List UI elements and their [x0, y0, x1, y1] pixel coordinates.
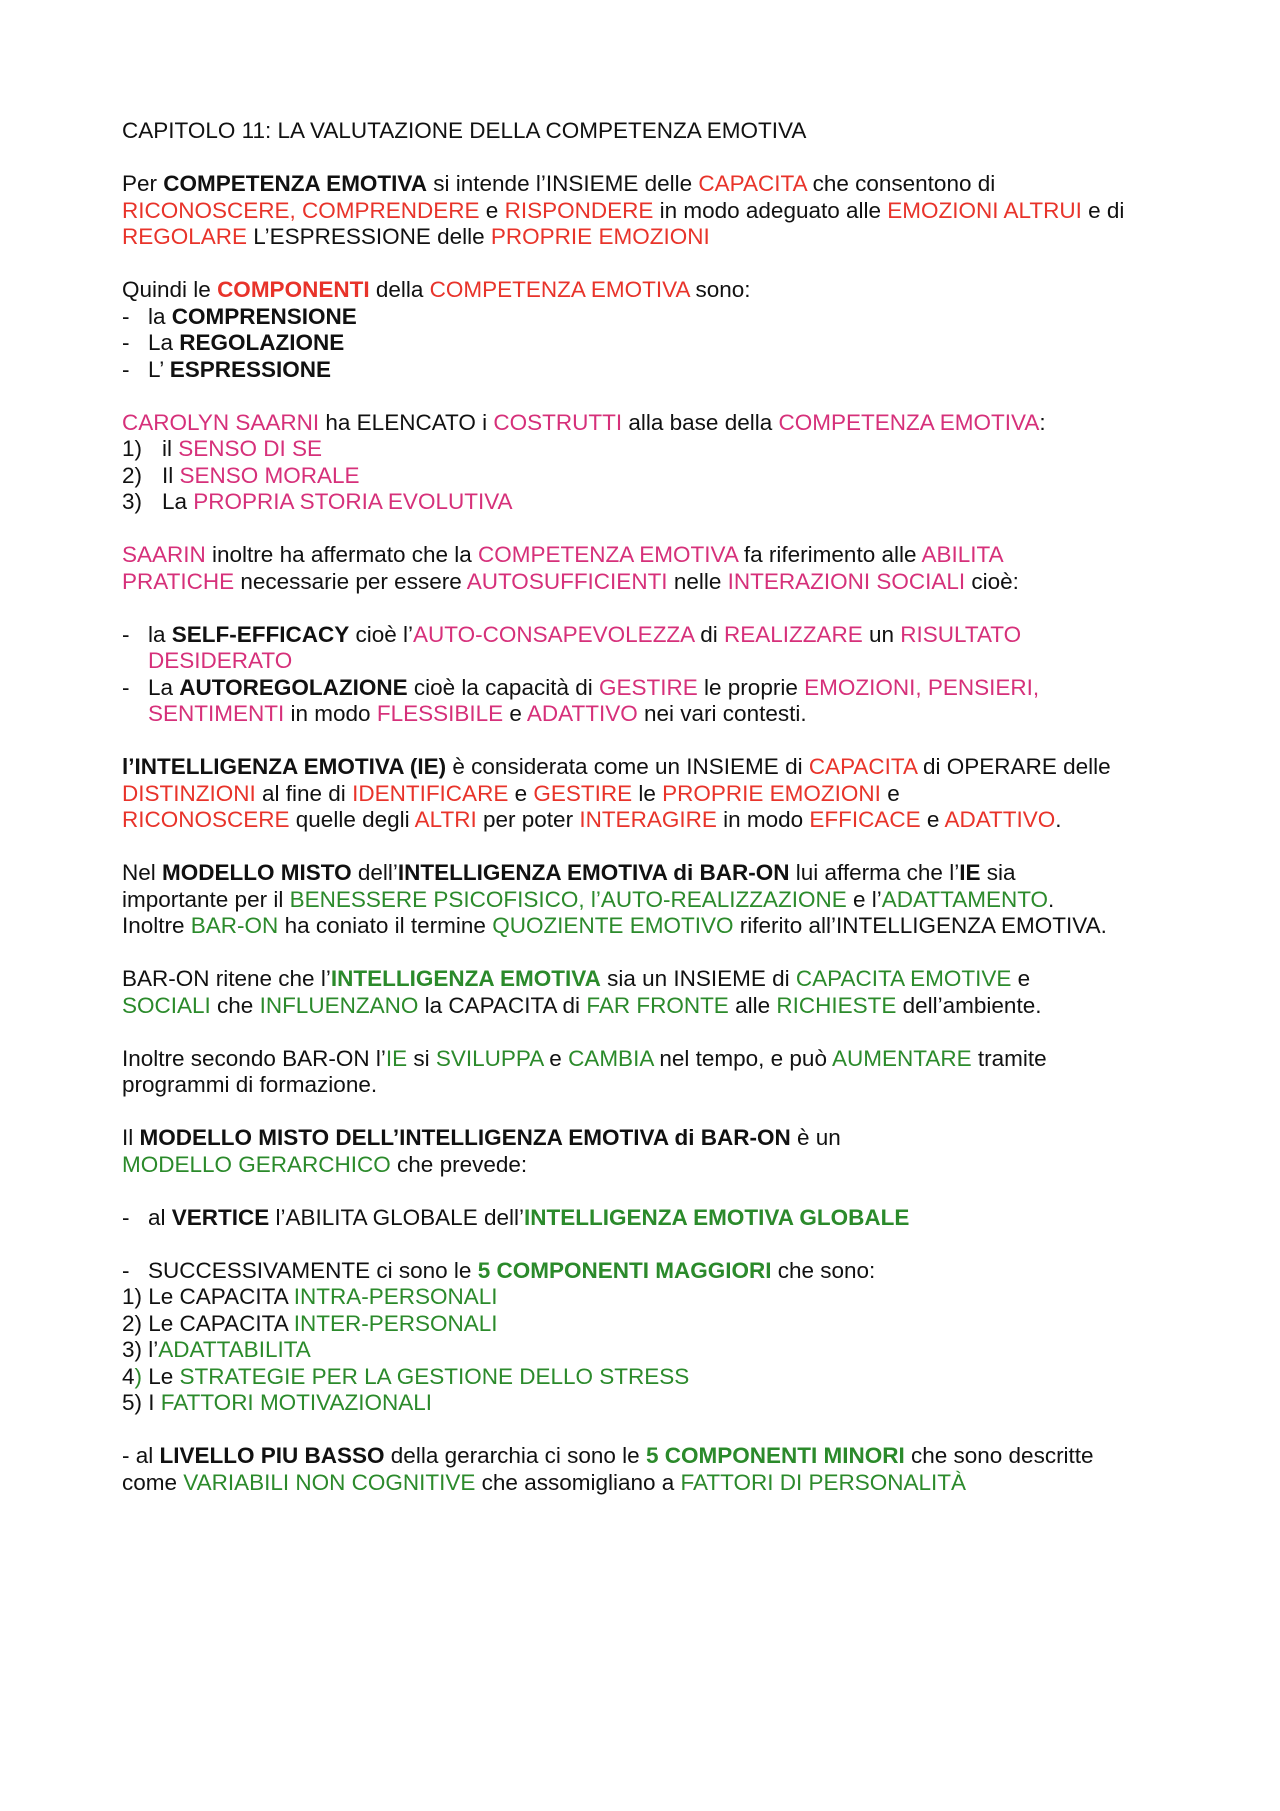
text-run: cioè la capacità di	[407, 674, 599, 700]
paragraph-gap	[122, 595, 1182, 622]
text-line	[122, 913, 1182, 940]
paragraph-gap	[122, 1231, 1182, 1258]
text-run: IE	[959, 860, 981, 885]
list-number: 1)	[122, 436, 143, 461]
text-run: Le	[142, 1363, 180, 1389]
text-run: l’ABILITA GLOBALE dell’	[269, 1204, 524, 1230]
text-line	[122, 1390, 1182, 1417]
document-body	[122, 118, 1182, 1496]
text-run: programmi di formazione.	[122, 1072, 378, 1097]
text-run: CAMBIA	[568, 1045, 654, 1071]
text-run: la	[148, 303, 172, 329]
text-run: FAR FRONTE	[586, 992, 729, 1018]
text-run: in modo adeguato alle	[653, 197, 888, 223]
text-run: )	[134, 1363, 143, 1389]
text-run: BENESSERE PSICOFISICO, l’AUTO-REALIZZAZIONE	[289, 886, 847, 912]
text-run: Quindi le	[122, 277, 218, 302]
text-run: cioè l’	[349, 621, 414, 647]
text-run: alla base della	[622, 409, 779, 435]
text-run: PROPRIE EMOZIONI	[490, 224, 710, 249]
text-run: di	[693, 621, 724, 647]
text-line	[122, 1364, 1182, 1391]
text-run: - al	[122, 1443, 160, 1468]
text-line	[122, 1443, 1182, 1470]
text-line	[122, 542, 1182, 569]
text-run: e l’	[846, 886, 882, 912]
text-run: PROPRIA STORIA EVOLUTIVA	[193, 489, 513, 514]
text-run: un	[862, 621, 901, 647]
text-run: EMOZIONI ALTRUI	[887, 197, 1082, 223]
bullet-dash: -	[122, 330, 130, 355]
text-run: EMOZIONI, PENSIERI,	[804, 674, 1040, 700]
text-run: COSTRUTTI	[493, 409, 623, 435]
text-run: e	[920, 807, 945, 832]
text-run: RISULTATO	[900, 621, 1022, 647]
text-line	[122, 1284, 1182, 1311]
text-run: EFFICACE	[809, 807, 921, 832]
bullet-dash: -	[122, 1204, 130, 1230]
text-run: 5 COMPONENTI MAGGIORI	[477, 1257, 772, 1283]
text-line	[122, 489, 1182, 516]
paragraph-gap	[122, 145, 1182, 172]
text-run: che sono descritte	[904, 1443, 1094, 1468]
text-run: che sono:	[771, 1257, 876, 1283]
text-run: e	[508, 780, 534, 806]
text-line	[122, 648, 1182, 675]
text-line	[122, 224, 1182, 251]
paragraph-gap	[122, 728, 1182, 755]
text-line	[122, 198, 1182, 225]
text-run: IDENTIFICARE	[352, 780, 509, 806]
text-run: al fine di	[255, 780, 353, 806]
text-run: FATTORI MOTIVAZIONALI	[160, 1390, 433, 1415]
text-run: GESTIRE	[533, 780, 633, 806]
text-run: AUTOSUFFICIENTI	[466, 568, 668, 594]
text-run: della	[369, 277, 430, 302]
text-line	[122, 701, 1182, 728]
text-line	[122, 1311, 1182, 1338]
text-run: RICONOSCERE, COMPRENDERE	[122, 197, 480, 223]
text-run: dell’ambiente.	[896, 992, 1042, 1018]
list-number: 3)	[122, 489, 143, 514]
text-run: La	[148, 674, 180, 700]
text-run: le proprie	[697, 674, 805, 700]
text-run: INFLUENZANO	[259, 992, 419, 1018]
text-run: inoltre ha affermato che la	[205, 542, 479, 567]
text-run: quelle degli	[289, 807, 415, 832]
text-run: INTERAZIONI SOCIALI	[727, 568, 966, 594]
text-run: INTER-PERSONALI	[293, 1310, 498, 1336]
text-run: LIVELLO PIU BASSO	[159, 1443, 385, 1468]
text-run: RICHIESTE	[776, 992, 897, 1018]
text-run: sia un INSIEME di	[600, 966, 796, 991]
text-run: L’	[148, 356, 170, 382]
text-run: e	[543, 1045, 569, 1071]
paragraph-gap	[122, 516, 1182, 543]
text-run: COMPETENZA EMOTIVA	[778, 409, 1040, 435]
text-run: e	[880, 780, 900, 806]
text-line	[122, 966, 1182, 993]
text-line	[122, 277, 1182, 304]
paragraph-gap	[122, 1099, 1182, 1126]
text-run: e di	[1081, 197, 1125, 223]
paragraph-gap	[122, 1019, 1182, 1046]
text-line	[122, 118, 1182, 145]
text-run: in modo	[716, 807, 810, 832]
text-run: L’ESPRESSIONE delle	[247, 224, 491, 249]
text-run: dell’	[351, 860, 398, 885]
text-run: ADATTAMENTO	[881, 886, 1049, 912]
text-run: Nel	[122, 860, 163, 885]
text-run: che prevede:	[390, 1151, 528, 1177]
text-run: PROPRIE EMOZIONI	[662, 780, 881, 806]
text-line	[122, 1072, 1182, 1099]
text-line	[122, 993, 1182, 1020]
text-run: Per	[122, 171, 164, 196]
text-line	[122, 171, 1182, 198]
text-run: INTRA-PERSONALI	[293, 1284, 498, 1309]
text-run: Il	[162, 462, 180, 488]
text-run: che consentono di	[806, 171, 996, 196]
text-run: AUTOREGOLAZIONE	[179, 674, 408, 700]
text-run: ABILITA	[921, 542, 1004, 567]
text-run: RISPONDERE	[504, 197, 654, 223]
text-run: le	[632, 780, 663, 806]
text-line	[122, 675, 1182, 702]
bullet-dash: -	[122, 674, 130, 700]
text-run: la	[148, 621, 172, 647]
text-run: e	[479, 197, 505, 223]
text-run: SUCCESSIVAMENTE ci sono le	[148, 1257, 478, 1283]
text-run: è un	[790, 1125, 841, 1150]
text-run: QUOZIENTE EMOTIVO	[492, 913, 734, 938]
text-run: 5 COMPONENTI MINORI	[645, 1443, 905, 1468]
text-run: INTELLIGENZA EMOTIVA	[330, 966, 601, 991]
text-run: .	[1055, 807, 1062, 832]
text-run: COMPETENZA EMOTIVA	[429, 277, 690, 302]
text-run: 5) I	[122, 1390, 161, 1415]
text-run: alle	[728, 992, 777, 1018]
text-line	[122, 330, 1182, 357]
paragraph-gap	[122, 251, 1182, 278]
text-line	[122, 781, 1182, 808]
text-run: necessarie per essere	[234, 568, 467, 594]
paragraph-gap	[122, 383, 1182, 410]
text-line	[122, 1337, 1182, 1364]
text-run: BAR-ON	[190, 913, 279, 938]
text-run: 4	[122, 1363, 135, 1389]
text-run: IE	[385, 1045, 408, 1071]
text-run: La	[148, 330, 180, 355]
text-run: nelle	[667, 568, 728, 594]
text-line	[122, 357, 1182, 384]
text-run: per poter	[476, 807, 580, 832]
text-run: MODELLO GERARCHICO	[122, 1151, 391, 1177]
text-run: COMPRENSIONE	[171, 303, 357, 329]
text-run: COMPETENZA EMOTIVA	[478, 542, 738, 567]
text-run: nei vari contesti.	[637, 701, 807, 726]
text-run: ADATTIVO	[944, 807, 1056, 832]
text-run: SOCIALI	[122, 992, 211, 1018]
text-run: .	[1048, 886, 1055, 912]
text-line	[122, 807, 1182, 834]
bullet-dash: -	[122, 303, 130, 329]
text-run: SVILUPPA	[435, 1045, 544, 1071]
text-run: riferito all’INTELLIGENZA EMOTIVA.	[733, 913, 1107, 938]
text-run: 1) Le CAPACITA	[122, 1284, 294, 1309]
text-run: di OPERARE delle	[916, 754, 1111, 779]
list-number: 2)	[122, 462, 143, 488]
text-run: La	[162, 489, 194, 514]
text-line	[122, 860, 1182, 887]
text-run: BAR-ON ritene che l’	[122, 966, 331, 991]
text-run: ALTRI	[414, 807, 477, 832]
text-run: come	[122, 1469, 184, 1495]
text-run: tramite	[971, 1045, 1047, 1071]
text-run: AUMENTARE	[831, 1045, 972, 1071]
text-run: FATTORI DI PERSONALITÀ	[680, 1469, 967, 1495]
text-run: COMPONENTI	[217, 277, 370, 302]
text-line	[122, 1152, 1182, 1179]
text-run: STRATEGIE PER LA GESTIONE DELLO STRESS	[179, 1363, 690, 1389]
text-line	[122, 754, 1182, 781]
text-run: CAPITOLO 11: LA VALUTAZIONE DELLA COMPETENZA EMOTIVA	[122, 118, 807, 143]
text-run: la CAPACITA di	[418, 992, 587, 1018]
text-run: DISTINZIONI	[122, 780, 256, 806]
text-run: CAPACITA	[808, 754, 917, 779]
text-run: nel tempo, e può	[653, 1045, 832, 1071]
bullet-dash: -	[122, 621, 130, 647]
text-run: REALIZZARE	[723, 621, 863, 647]
text-run: ADATTABILITA	[158, 1337, 311, 1362]
text-line	[122, 1205, 1182, 1232]
text-run: GESTIRE	[599, 674, 698, 700]
text-run: sia	[980, 860, 1016, 885]
text-run: SELF-EFFICACY	[171, 621, 350, 647]
text-run: ADATTIVO	[526, 701, 638, 726]
text-run: che	[210, 992, 260, 1018]
text-run: sono:	[689, 277, 751, 302]
text-run: ha coniato il termine	[278, 913, 493, 938]
text-run: SAARIN	[122, 542, 206, 567]
text-run: cioè:	[965, 568, 1019, 594]
text-run: MODELLO MISTO	[162, 860, 352, 885]
text-run: CAPACITA EMOTIVE	[795, 966, 1012, 991]
text-line	[122, 304, 1182, 331]
text-run: Il	[122, 1125, 140, 1150]
text-run: PRATICHE	[122, 568, 235, 594]
paragraph-gap	[122, 1178, 1182, 1205]
text-run: ESPRESSIONE	[169, 356, 331, 382]
text-line	[122, 887, 1182, 914]
paragraph-gap	[122, 940, 1182, 967]
text-run: DESIDERATO	[148, 648, 293, 673]
text-run: Inoltre	[122, 913, 191, 938]
text-run: SENTIMENTI	[148, 701, 285, 726]
text-line	[122, 622, 1182, 649]
text-run: si intende l’INSIEME delle	[427, 171, 699, 196]
text-run: VARIABILI NON COGNITIVE	[183, 1469, 476, 1495]
text-run: INTELLIGENZA EMOTIVA di BAR-ON	[397, 860, 790, 885]
text-run: AUTO-CONSAPEVOLEZZA	[413, 621, 694, 647]
text-run: INTERAGIRE	[579, 807, 717, 832]
text-run: e	[1011, 966, 1031, 991]
text-line	[122, 1125, 1182, 1152]
text-run: CAROLYN SAARNI	[122, 409, 320, 435]
text-run: :	[1039, 409, 1046, 435]
text-line	[122, 1470, 1182, 1497]
text-run: INTELLIGENZA EMOTIVA GLOBALE	[523, 1204, 910, 1230]
text-run: SENSO MORALE	[179, 462, 360, 488]
text-run: VERTICE	[171, 1204, 270, 1230]
text-run: REGOLARE	[122, 224, 248, 249]
text-run: SENSO DI SE	[178, 436, 323, 461]
text-run: RICONOSCERE	[122, 807, 290, 832]
text-run: importante per il	[122, 886, 290, 912]
text-run: 3) l’	[122, 1337, 159, 1362]
text-run: è considerata come un INSIEME di	[446, 754, 809, 779]
text-run: Inoltre secondo BAR-ON l’	[122, 1045, 386, 1071]
text-line	[122, 463, 1182, 490]
text-run: MODELLO MISTO DELL’INTELLIGENZA EMOTIVA di BAR-ON	[139, 1125, 791, 1150]
text-run: COMPETENZA EMOTIVA	[163, 171, 428, 196]
text-line	[122, 436, 1182, 463]
text-run: lui afferma che l’	[789, 860, 960, 885]
paragraph-gap	[122, 834, 1182, 861]
text-run: REGOLAZIONE	[179, 330, 345, 355]
text-run: ha ELENCATO i	[319, 409, 494, 435]
text-run: l’INTELLIGENZA EMOTIVA (IE)	[122, 754, 447, 779]
text-run: e	[503, 701, 527, 726]
bullet-dash: -	[122, 356, 130, 382]
text-line	[122, 1046, 1182, 1073]
text-run: al	[148, 1204, 172, 1230]
text-run: in modo	[284, 701, 377, 726]
text-run: della gerarchia ci sono le	[384, 1443, 646, 1468]
text-line	[122, 569, 1182, 596]
text-run: FLESSIBILE	[376, 701, 504, 726]
text-run: che assomigliano a	[475, 1469, 681, 1495]
bullet-dash: -	[122, 1257, 130, 1283]
text-line	[122, 1258, 1182, 1285]
text-run: si	[407, 1045, 436, 1071]
text-line	[122, 410, 1182, 437]
paragraph-gap	[122, 1417, 1182, 1444]
text-run: fa riferimento alle	[737, 542, 922, 567]
text-run: CAPACITA	[698, 171, 807, 196]
text-run: 2) Le CAPACITA	[122, 1310, 294, 1336]
text-run: il	[162, 436, 179, 461]
